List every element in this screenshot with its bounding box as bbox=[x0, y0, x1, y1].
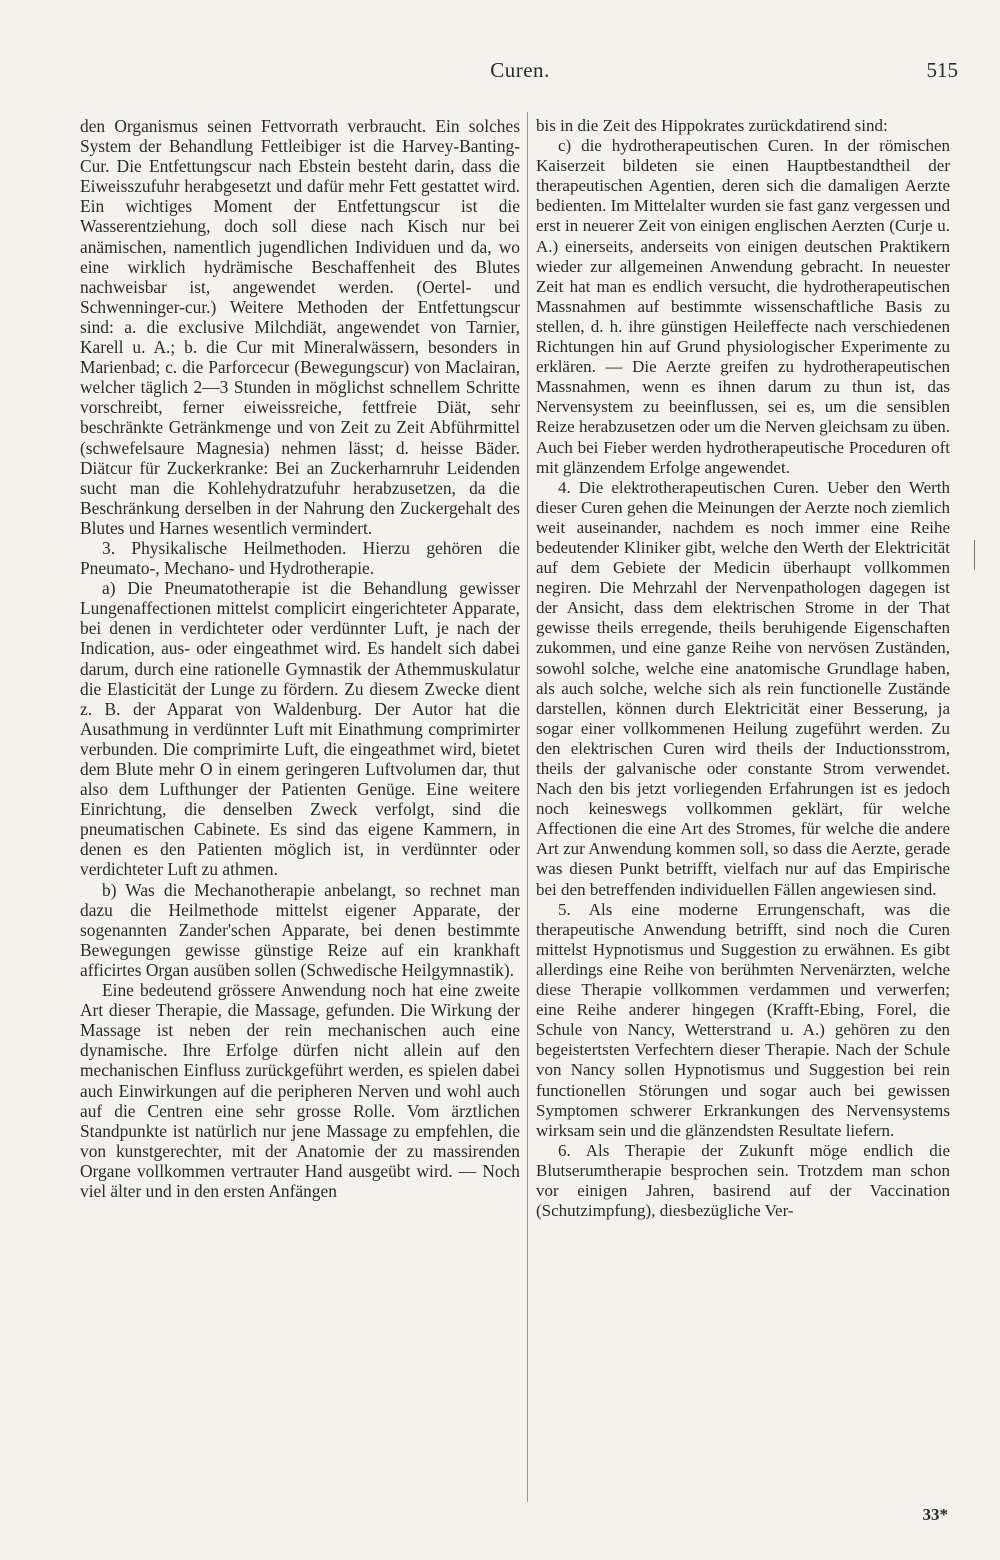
running-title: Curen. bbox=[490, 58, 550, 82]
paragraph: b) Was die Mechanotherapie anbelangt, so rechnet man dazu die Heilmethode mittelst eigener Apparate, der sogenannten Zander'schen Apparate, bei denen bestimmte Bewegungen gewisse günstige Reize auf ein krankhaft afficirtes Organ ausüben sollen (Schwedische Heilgymnastik). bbox=[80, 879, 520, 980]
paragraph: Eine bedeutend grössere Anwendung noch hat eine zweite Art dieser Therapie, die Massage, gefunden. Die Wirkung der Massage ist neben der rein mechanischen auch eine dynamische. Ihre Erfolge dürfen nicht allein auf den mechanischen Einfluss zurückgeführt werden, es spielen dabei auch Einwirkungen auf die peripheren Nerven und wohl auch auf die Centren eine sehr grosse Rolle. Vom ärztlichen Standpunkte ist natürlich nur jene Massage zu empfehlen, die von kunstgerechter, mit der Anatomie der zu massirenden Organe vollkommen vertrauter Hand ausgeübt wird. — Noch viel älter und in den ersten Anfängen bbox=[80, 980, 520, 1201]
paragraph: 6. Als Therapie der Zukunft möge endlich die Blutserumtherapie besprochen sein. Trotzdem man schon vor einigen Jahren, basirend auf der Vaccination (Schutzimpfung), diesbezügliche Ver- bbox=[536, 1140, 950, 1221]
paragraph: c) die hydrotherapeutischen Curen. In der römischen Kaiserzeit bildeten sie einen Hauptbestandtheil der therapeutischen Agentien, deren sich die damaligen Aerzte bedienten. Im Mittelalter wurden sie fast ganz vergessen und erst in neuerer Zeit von einigen englischen Aerzten (Curje u. A.) einerseits, anderseits von einigen deutschen Praktikern wieder zur allgemeinen Anwendung gebracht. In neuester Zeit hat man es endlich versucht, die hydrotherapeutischen Massnahmen auf bestimmte wissenschaftliche Basis zu stellen, d. h. ihre günstigen Heileffecte nach verschiedenen Richtungen hin auf Grund physiologischer Experimente zu erklären. — Die Aerzte greifen zu hydrotherapeutischen Massnahmen, wenn es ihnen darum zu thun ist, das Nervensystem zu beeinflussen, sei es, um die sensiblen Reize herabzusetzen oder um die Nerven gleichsam zu üben. Auch bei Fieber werden hydrotherapeutische Proceduren oft mit glänzendem Erfolge angewendet. bbox=[536, 136, 950, 477]
signature-mark: 33* bbox=[922, 1505, 948, 1524]
paragraph: a) Die Pneumatotherapie ist die Behandlung gewisser Lungenaffectionen mittelst complicirt eingerichteter Apparate, bei denen in verdichteter oder verdünnter Luft, je nach der Indication, aus- oder eingeathmet wird. Es handelt sich dabei darum, durch eine rationelle Gymnastik der Athemmuskulatur die Elasticität der Lunge zu fördern. Zu diesem Zwecke dient z. B. der Apparat von Waldenburg. Der Autor hat die Ausathmung in verdünnter Luft mit Einathmung comprimirter verbunden. Die comprimirte Luft, die eingeathmet wird, bietet dem Blute mehr O in einem geringeren Luftvolumen dar, thut also dem Lufthunger der Patienten Genüge. Eine weitere Einrichtung, die denselben Zweck verfolgt, sind die pneumatischen Cabinete. Es sind das eigene Kammern, in denen es den Patienten möglich ist, in verdünnter oder verdichteter Luft zu athmen. bbox=[80, 578, 520, 880]
paragraph: den Organismus seinen Fettvorrath verbraucht. Ein solches System der Behandlung Fettleibiger ist die Harvey-Banting-Cur. Die Entfettungscur nach Ebstein besteht darin, dass die Eiweisszufuhr herabgesetzt und dafür mehr Fett gestattet wird. Ein wichtiges Moment der Entfettungscur ist die Wasserentziehung, doch soll diese nach Kisch nur bei anämischen, namentlich jugendlichen Individuen und da, wo eine wirklich hydrämische Beschaffenheit des Blutes nachweisbar ist, angewendet werden. (Oertel- und Schwenninger-cur.) Weitere Methoden der Entfettungscur sind: a. die exclusive Milchdiät, angewendet von Tarnier, Karell u. A.; b. die Cur mit Mineralwässern, besonders in Marienbad; c. die Parforcecur (Bewegungscur) von Maclairan, welcher täglich 2—3 Stunden in möglichst schnellem Schritte vorschreibt, ferner eiweissreiche, fettfreie Diät, sehr beschränkte Getränkmenge und von Zeit zu Zeit Abführmittel (schwefelsaure Magnesia) nehmen lässt; d. heisse Bäder. Diätcur für Zuckerkranke: Bei an Zuckerharnruhr Leidenden sucht man die Kohlehydratzufuhr herabzusetzen, da die Beschränkung derselben in der Nahrung den Zuckergehalt des Blutes und Harnes wesentlich vermindert. bbox=[80, 116, 520, 538]
running-header bbox=[80, 58, 960, 88]
column-divider bbox=[527, 112, 528, 1502]
paragraph: 5. Als eine moderne Errungenschaft, was die therapeutische Anwendung betrifft, sind noch die Curen mittelst Hypnotismus und Suggestion zu erwähnen. Es gibt allerdings eine Reihe von berühmten Nervenärzten, welche diese Therapie vollkommen verdammen und verwerfen; eine Reihe anderer hingegen (Krafft-Ebing, Forel, die Schule von Nancy, Wetterstrand u. A.) gehören zu den begeistertsten Verfechtern dieser Therapie. Nach der Schule von Nancy sollen Hypnotismus und Suggestion bei rein functionellen Störungen und sogar auch bei gewissen Symptomen schwerer Erkrankungen des Nervensystems wirksam sein und die glänzendsten Resultate liefern. bbox=[536, 899, 950, 1140]
paragraph: bis in die Zeit des Hippokrates zurückdatirend sind: bbox=[536, 116, 888, 135]
left-column bbox=[80, 116, 520, 1201]
paragraph: 4. Die elektrotherapeutischen Curen. Ueber den Werth dieser Curen gehen die Meinungen der Aerzte noch ziemlich weit auseinander, nachdem es noch immer eine Reihe bedeutender Kliniker gibt, welche den Werth der Elektricität auf dem Gebiete der Medicin überhaupt vollkommen negiren. Die Mehrzahl der Nervenpathologen dagegen ist der Ansicht, dass dem elektrischen Strome in der That gewisse theils erregende, theils beruhigende Eigenschaften zukommen, und eine ganze Reihe von nervösen Zuständen, sowohl solche, welche eine anatomische Grundlage haben, als auch solche, welche sich als rein functionelle Zustände darstellen, können durch Elektricität einer Besserung, ja sogar einer vollkommenen Heilung zugeführt werden. Zu den elektrischen Curen wird theils der Inductionsstrom, theils der galvanische oder constante Strom verwendet. Nach den bis jetzt vorliegenden Erfahrungen ist es jedoch noch keineswegs vollkommen geklärt, für welche Affectionen die eine Art des Stromes, für welche die andere Art zur Anwendung kommen soll, so dass die Aerzte, gerade was diesen Punkt betrifft, vielfach nur auf das Empirische bei den betreffenden individuellen Fällen angewiesen sind. bbox=[536, 477, 950, 899]
page-number: 515 bbox=[926, 58, 958, 82]
margin-mark bbox=[974, 540, 975, 570]
paragraph: 3. Physikalische Heilmethoden. Hierzu gehören die Pneumato-, Mechano- und Hydrotherapie. bbox=[80, 537, 520, 579]
right-column bbox=[536, 116, 950, 1221]
